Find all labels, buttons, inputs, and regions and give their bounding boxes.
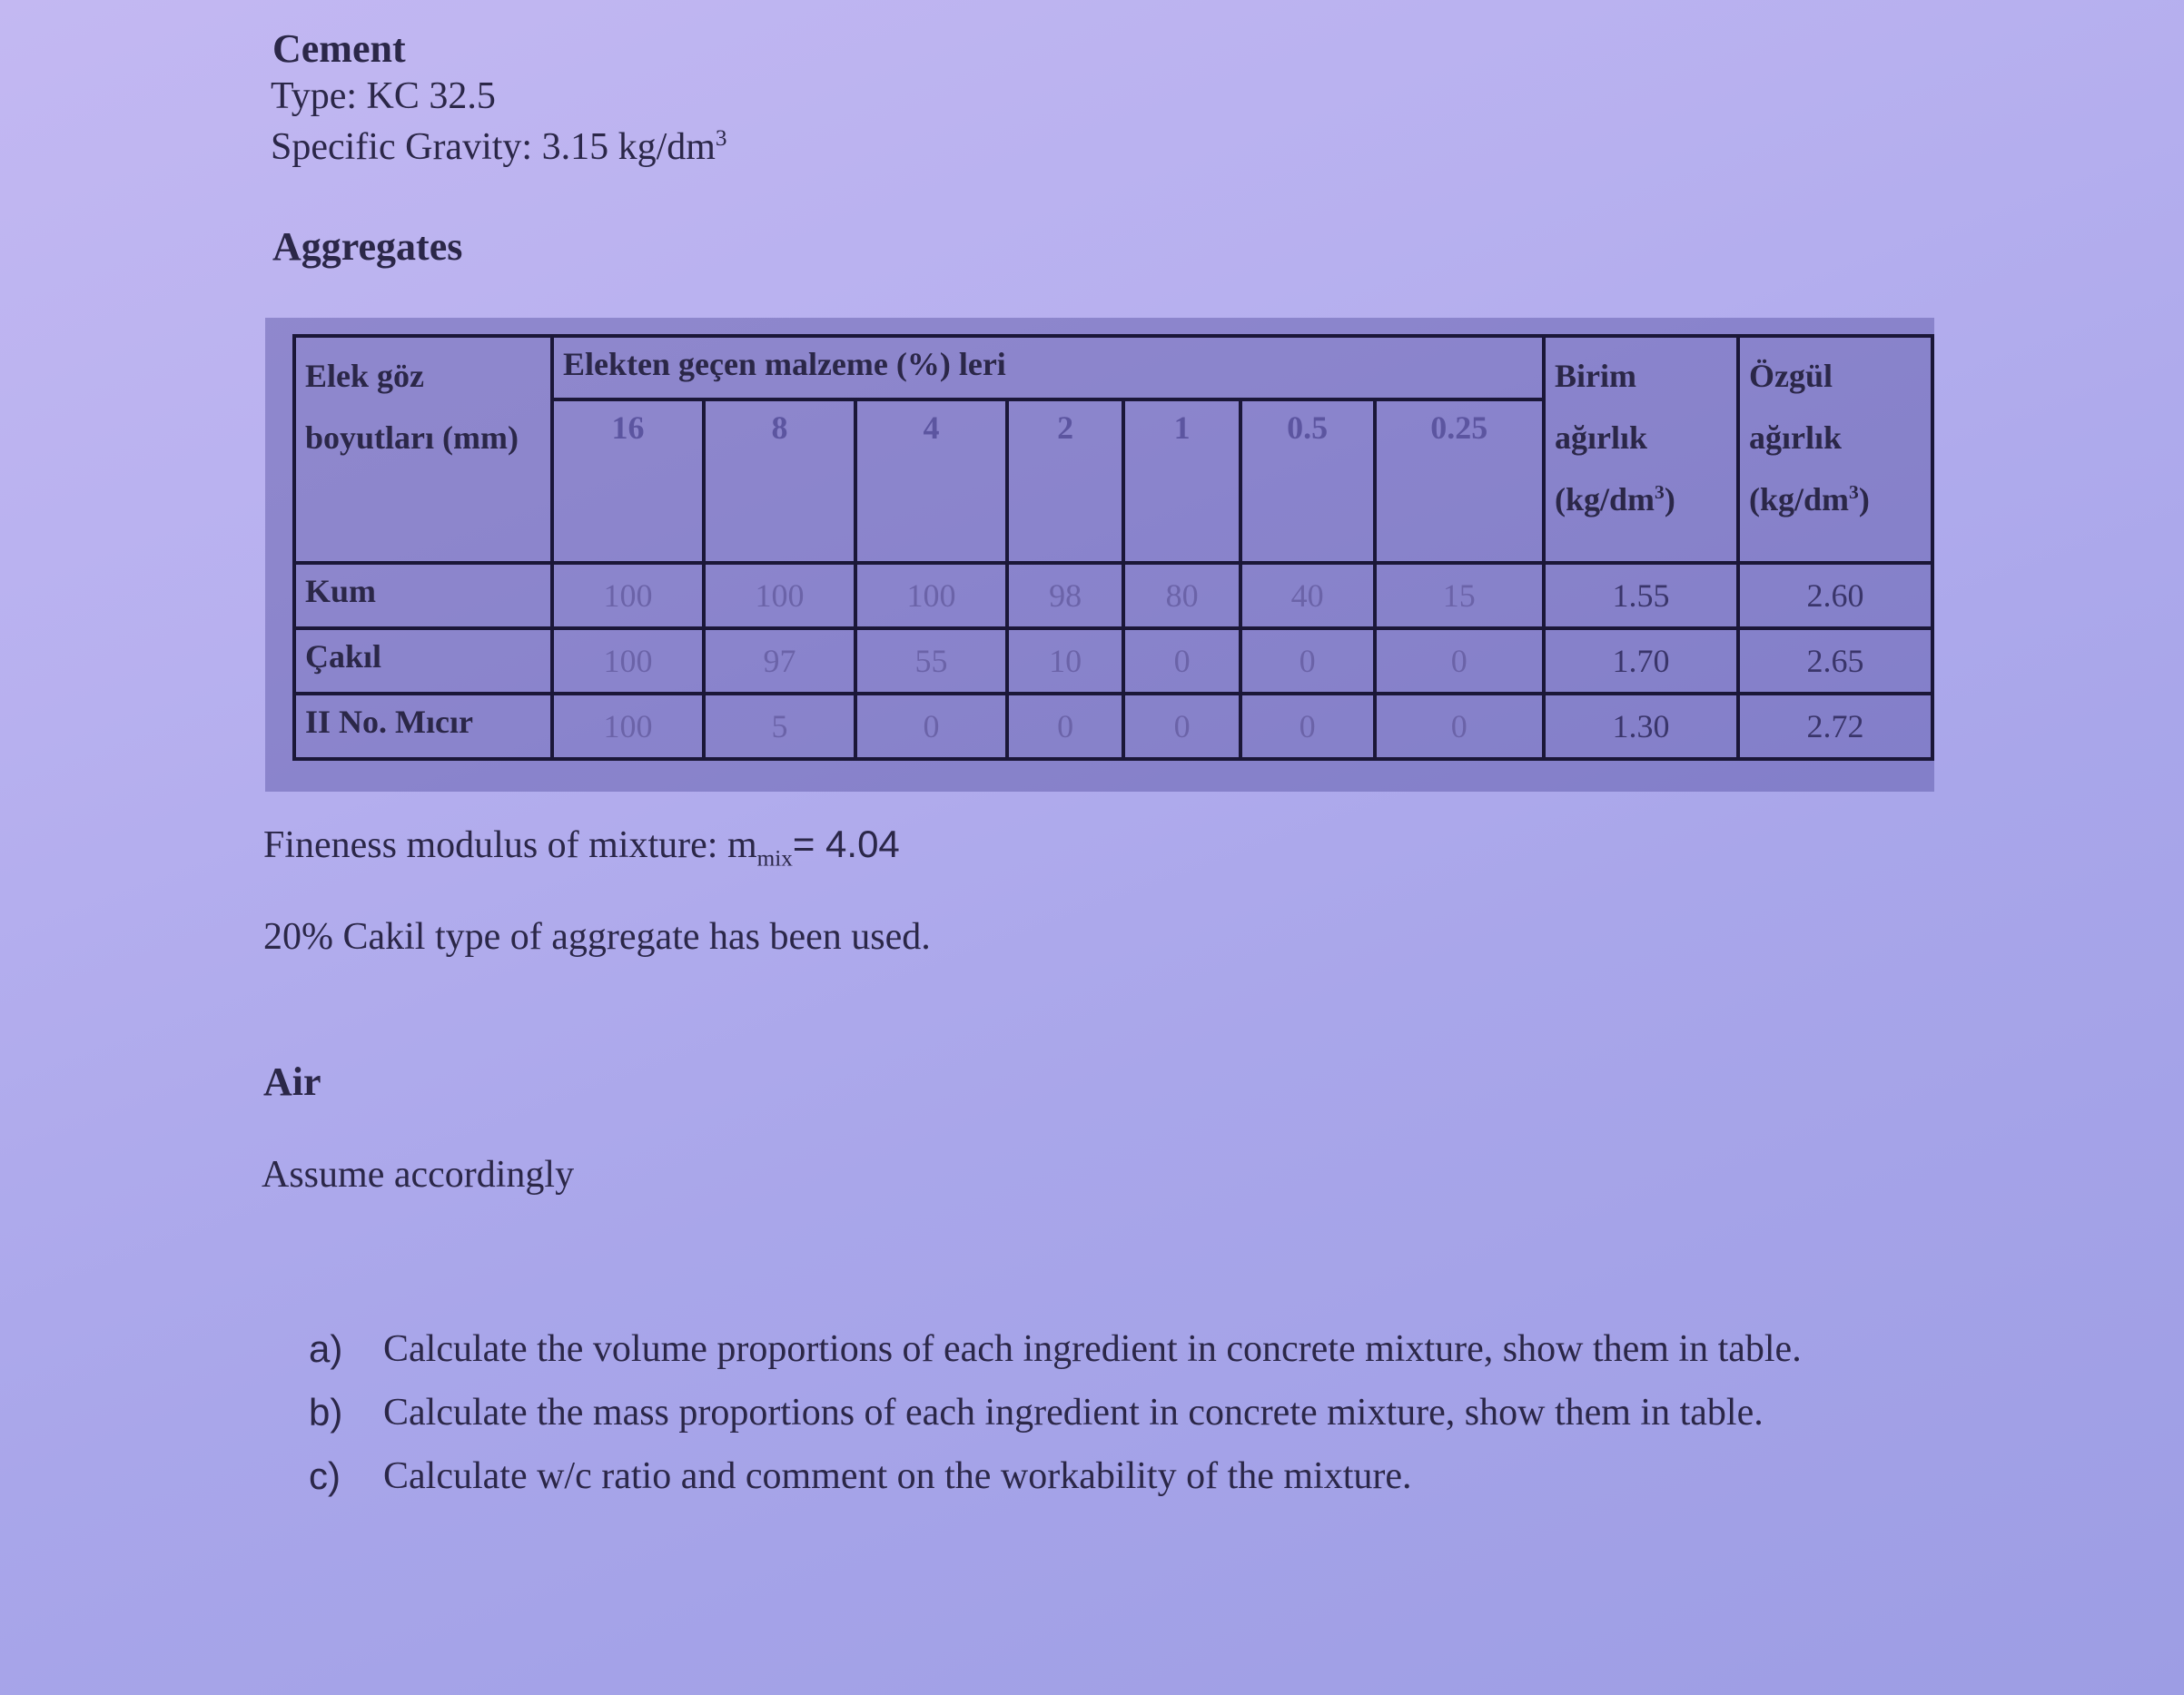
table-cell: 10	[1007, 628, 1123, 694]
table-cell: 2.72	[1738, 694, 1932, 759]
table-cell: 0	[1123, 694, 1240, 759]
aggregates-heading: Aggregates	[272, 224, 463, 269]
list-item	[309, 1389, 1907, 1436]
table-cell: 40	[1240, 563, 1375, 628]
table-cell: 0	[1123, 628, 1240, 694]
table-cell: 97	[704, 628, 855, 694]
air-text: Assume accordingly	[262, 1154, 575, 1196]
table-cell: 1.30	[1544, 694, 1738, 759]
table-cell: 0	[1375, 628, 1544, 694]
air-heading: Air	[263, 1059, 321, 1104]
cement-heading: Cement	[272, 26, 406, 71]
header-unit-weight	[1544, 336, 1738, 563]
header-sieve-size	[294, 336, 552, 563]
fineness-sub: mix	[756, 846, 793, 872]
table-cell: 5	[704, 694, 855, 759]
task-marker: c)	[309, 1454, 341, 1497]
header-specific-gravity	[1738, 336, 1932, 563]
specific-gravity-exp: 3	[1849, 481, 1859, 503]
unit-weight-unit: (kg/dm	[1555, 481, 1655, 517]
table-cell: 1.70	[1544, 628, 1738, 694]
cakil-note: 20% Cakil type of aggregate has been used.	[263, 916, 931, 958]
header-sieve-line1: Elek göz	[305, 358, 424, 394]
task-text: Calculate the mass proportions of each ingredient in concrete mixture, show them in table.	[383, 1392, 1764, 1434]
sg-exponent: 3	[715, 126, 727, 151]
specific-gravity-line3	[1749, 468, 1922, 530]
table-cell: 100	[855, 563, 1007, 628]
sieve-16: 16	[552, 399, 704, 563]
specific-gravity-line2: ağırlık	[1749, 419, 1843, 456]
list-item	[309, 1325, 1907, 1373]
table-row	[294, 694, 1932, 759]
unit-weight-line2: ağırlık	[1555, 419, 1648, 456]
task-text: Calculate the volume proportions of each ingredient in concrete mixture, show them in table.	[383, 1328, 1802, 1370]
row-name-cakil: Çakıl	[294, 628, 552, 694]
list-item	[309, 1453, 1907, 1500]
unit-weight-close: )	[1664, 481, 1675, 517]
table-cell: 2.65	[1738, 628, 1932, 694]
table-row	[294, 563, 1932, 628]
table-cell: 0	[1375, 694, 1544, 759]
aggregates-table-frame	[265, 318, 1934, 792]
table-cell: 1.55	[1544, 563, 1738, 628]
sieve-8: 8	[704, 399, 855, 563]
task-text: Calculate w/c ratio and comment on the workability of the mixture.	[383, 1455, 1412, 1497]
unit-weight-exp: 3	[1655, 481, 1665, 503]
unit-weight-line3	[1555, 468, 1727, 530]
table-cell: 55	[855, 628, 1007, 694]
fineness-label: Fineness modulus of mixture: m	[263, 824, 757, 866]
table-row	[294, 628, 1932, 694]
sieve-0-5: 0.5	[1240, 399, 1375, 563]
table-cell: 100	[552, 563, 704, 628]
unit-weight-line1: Birim	[1555, 358, 1636, 394]
specific-gravity-unit: (kg/dm	[1749, 481, 1850, 517]
task-marker: b)	[309, 1391, 343, 1434]
table-cell: 0	[1240, 694, 1375, 759]
task-list	[309, 1325, 1907, 1516]
sieve-2: 2	[1007, 399, 1123, 563]
table-cell: 0	[1007, 694, 1123, 759]
table-cell: 100	[552, 628, 704, 694]
table-cell: 98	[1007, 563, 1123, 628]
task-marker: a)	[309, 1327, 343, 1370]
sieve-1: 1	[1123, 399, 1240, 563]
header-passing: Elekten geçen malzeme (%) leri	[552, 336, 1544, 399]
sieve-0-25: 0.25	[1375, 399, 1544, 563]
fineness-value: = 4.04	[792, 823, 900, 865]
table-cell: 15	[1375, 563, 1544, 628]
cement-specific-gravity	[271, 125, 727, 169]
specific-gravity-close: )	[1858, 481, 1870, 517]
header-sieve-line2: boyutları (mm)	[305, 419, 519, 456]
row-name-micir: II No. Mıcır	[294, 694, 552, 759]
sieve-4: 4	[855, 399, 1007, 563]
specific-gravity-line1: Özgül	[1749, 358, 1833, 394]
table-cell: 100	[552, 694, 704, 759]
table-cell: 80	[1123, 563, 1240, 628]
table-cell: 0	[1240, 628, 1375, 694]
cement-type: Type: KC 32.5	[271, 75, 496, 117]
table-cell: 2.60	[1738, 563, 1932, 628]
table-cell: 0	[855, 694, 1007, 759]
sg-label: Specific Gravity: 3.15 kg/dm	[271, 126, 716, 168]
row-name-kum: Kum	[294, 563, 552, 628]
fineness-modulus	[263, 823, 900, 872]
table-cell: 100	[704, 563, 855, 628]
aggregates-table	[292, 334, 1934, 761]
